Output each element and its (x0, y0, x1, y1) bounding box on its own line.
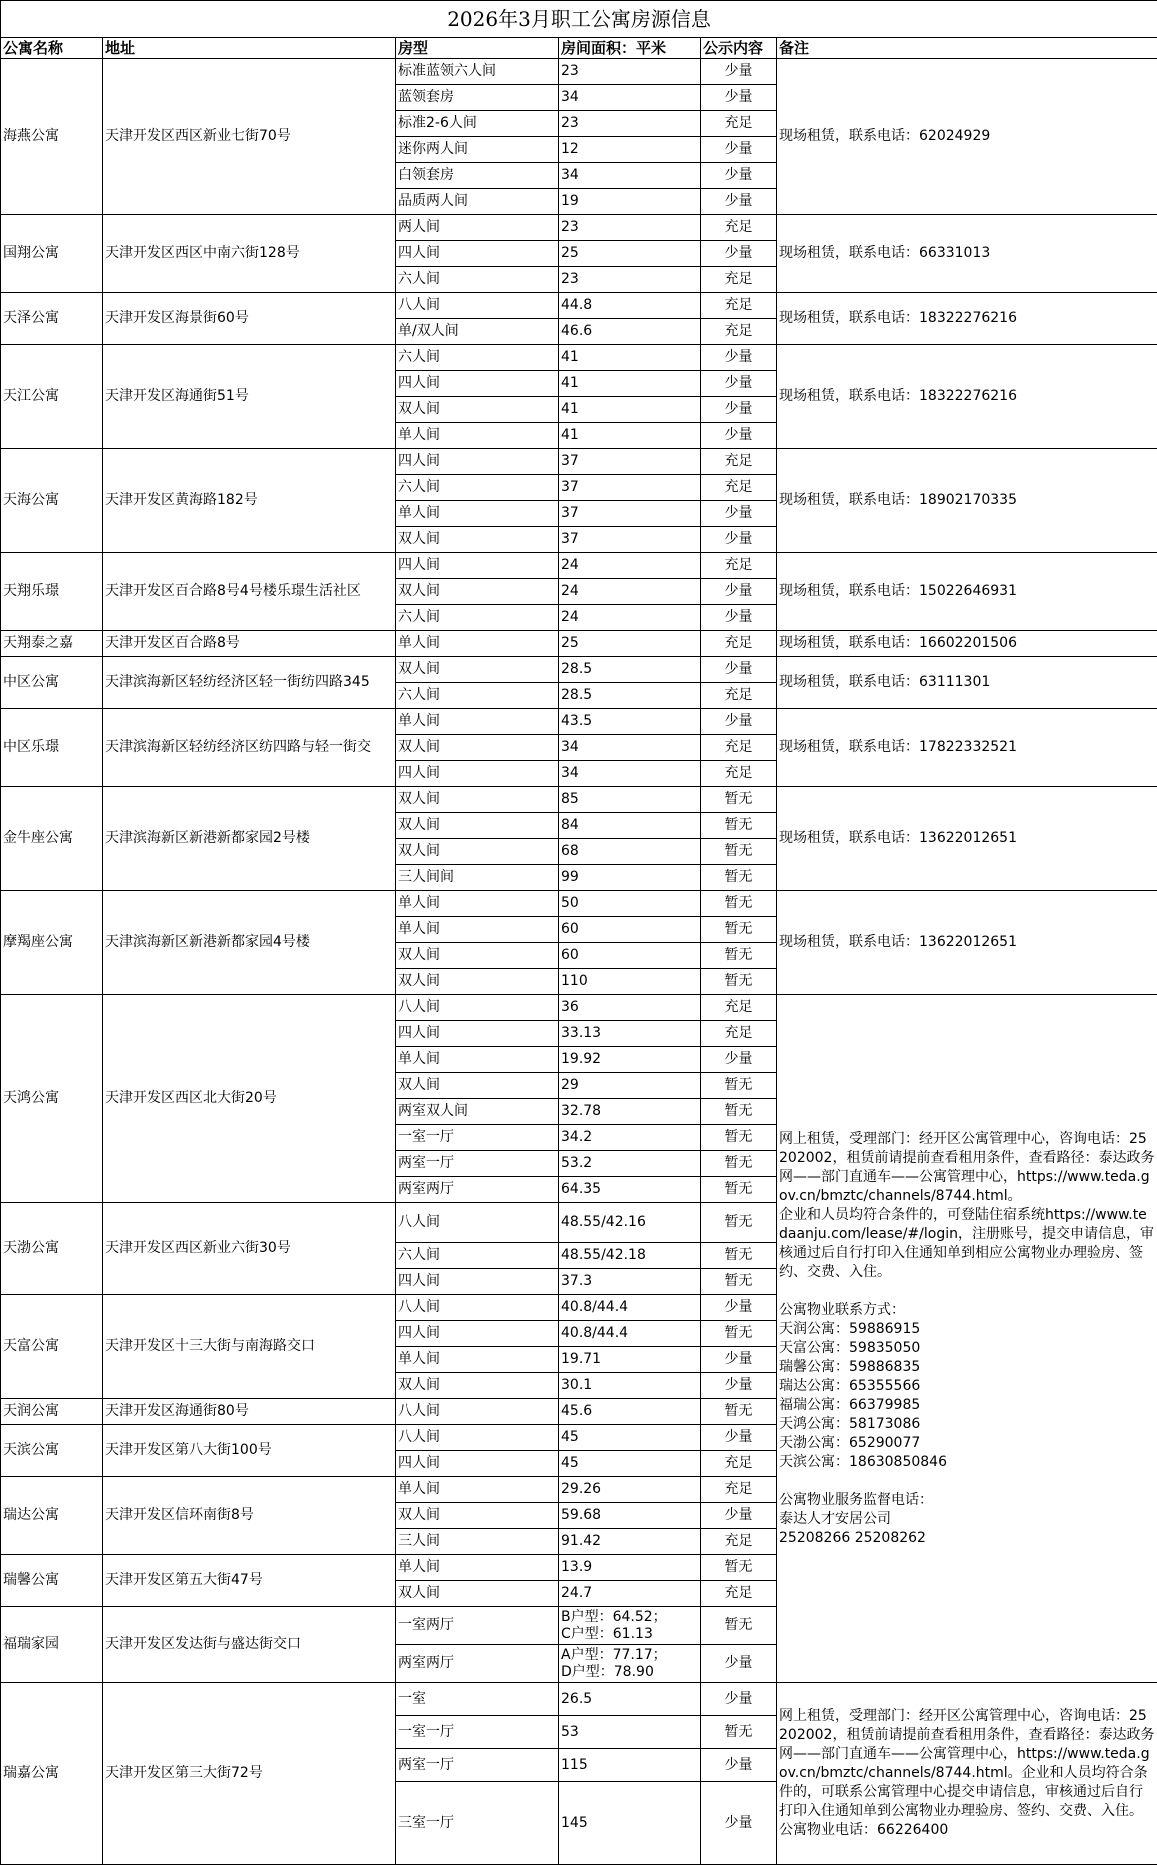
room-area: 19.92 (559, 1047, 701, 1073)
table-row (1, 709, 1157, 735)
room-area: 34.2 (559, 1125, 701, 1151)
room-area: 60 (559, 917, 701, 943)
room-area: 24 (559, 605, 701, 631)
room-status: 少量 (701, 345, 777, 371)
apartment-name: 天翔泰之嘉 (1, 631, 103, 657)
room-area: 36 (559, 995, 701, 1021)
table-row (1, 449, 1157, 475)
room-status: 暂无 (701, 1073, 777, 1099)
room-type: 双人间 (396, 657, 559, 683)
room-status: 暂无 (701, 839, 777, 865)
room-area: 99 (559, 865, 701, 891)
room-status: 暂无 (701, 1399, 777, 1425)
table-row (1, 657, 1157, 683)
note-cell: 现场租赁，联系电话：18902170335 (777, 449, 1157, 553)
room-area: 68 (559, 839, 701, 865)
apartment-name: 天渤公寓 (1, 1203, 103, 1295)
apartment-name: 天翔乐璟 (1, 553, 103, 631)
room-type: 四人间 (396, 1321, 559, 1347)
room-type: 单人间 (396, 709, 559, 735)
room-type: 六人间 (396, 605, 559, 631)
room-type: 双人间 (396, 735, 559, 761)
room-area: 45 (559, 1425, 701, 1451)
room-type: 单人间 (396, 1477, 559, 1503)
note-cell: 网上租赁，受理部门：经开区公寓管理中心，咨询电话：25202002，租赁前请提前查看租用条件，查看路径：泰达政务网——部门直通车——公寓管理中心，https://www.teda.gov.cn/bmztc/channels/8744.html。 企业和人员均符合条件的，可登陆住宿系统https://www.tedaanju.com/lease/#/login，注册账号，提交申请信息，审核通过后自行打印入住通知单到相应公寓物业办理验房、签约、交费、入住。 公寓物业联系方式： 天润公寓：59886915 天富公寓：59835050 瑞馨公寓：59886835 瑞达公寓：65355566 福瑞公寓：66379985 天鸿公寓：58173086 天渤公寓：65290077 天滨公寓：18630850846 公寓物业服务监督电话： 泰达人才安居公司 25208266 25208262 (777, 995, 1157, 1683)
note-cell: 现场租赁，联系电话：13622012651 (777, 891, 1157, 995)
room-status: 充足 (701, 1021, 777, 1047)
room-type: 四人间 (396, 761, 559, 787)
room-area: 53.2 (559, 1151, 701, 1177)
room-area: 37.3 (559, 1269, 701, 1295)
room-area: 46.6 (559, 319, 701, 345)
room-status: 少量 (701, 579, 777, 605)
room-area: 48.55/42.18 (559, 1243, 701, 1269)
apartment-address: 天津开发区西区中南六街128号 (103, 215, 396, 293)
room-area: 37 (559, 475, 701, 501)
room-area: 32.78 (559, 1099, 701, 1125)
room-type: 单人间 (396, 423, 559, 449)
room-status: 少量 (701, 371, 777, 397)
apartment-name: 福瑞家园 (1, 1607, 103, 1683)
sheet-title: 2026年3月职工公寓房源信息 (1, 1, 1157, 38)
apartment-address: 天津滨海新区新港新都家园2号楼 (103, 787, 396, 891)
apartment-name: 摩羯座公寓 (1, 891, 103, 995)
room-status: 充足 (701, 1529, 777, 1555)
note-cell: 现场租赁，联系电话：18322276216 (777, 345, 1157, 449)
room-area: 23 (559, 111, 701, 137)
note-cell: 现场租赁，联系电话：66331013 (777, 215, 1157, 293)
apartment-address: 天津滨海新区轻纺经济区纺四路与轻一街交 (103, 709, 396, 787)
room-area: 53 (559, 1716, 701, 1749)
table-row (1, 215, 1157, 241)
room-area: 145 (559, 1782, 701, 1865)
room-status: 少量 (701, 1503, 777, 1529)
room-area: 28.5 (559, 683, 701, 709)
room-status: 暂无 (701, 1125, 777, 1151)
room-type: 两室双人间 (396, 1099, 559, 1125)
room-status: 少量 (701, 657, 777, 683)
room-status: 少量 (701, 163, 777, 189)
room-type: 四人间 (396, 241, 559, 267)
header-status: 公示内容 (701, 38, 777, 59)
room-status: 充足 (701, 1477, 777, 1503)
room-area: 37 (559, 449, 701, 475)
room-status: 少量 (701, 189, 777, 215)
room-type: 双人间 (396, 943, 559, 969)
room-area: B户型：64.52； C户型：61.13 (559, 1607, 701, 1645)
note-cell: 现场租赁，联系电话：18322276216 (777, 293, 1157, 345)
room-type: 三室一厅 (396, 1782, 559, 1865)
room-area: 91.42 (559, 1529, 701, 1555)
note-cell: 网上租赁，受理部门：经开区公寓管理中心，咨询电话：25202002，租赁前请提前查看租用条件，查看路径：泰达政务网——部门直通车——公寓管理中心，https://www.teda.gov.cn/bmztc/channels/8744.html。企业和人员均符合条件的，可联系公寓管理中心提交申请信息，审核通过后自行打印入住通知单到公寓物业办理验房、签约、交费、入住。公寓物业电话：66226400 (777, 1683, 1157, 1865)
room-type: 六人间 (396, 267, 559, 293)
room-area: 84 (559, 813, 701, 839)
room-status: 少量 (701, 1782, 777, 1865)
room-status: 少量 (701, 605, 777, 631)
apartment-address: 天津开发区第八大街100号 (103, 1425, 396, 1477)
apartment-name: 金牛座公寓 (1, 787, 103, 891)
room-type: 双人间 (396, 969, 559, 995)
room-type: 单人间 (396, 1347, 559, 1373)
room-type: 一室一厅 (396, 1716, 559, 1749)
room-type: 四人间 (396, 449, 559, 475)
room-status: 少量 (701, 59, 777, 85)
room-type: 单人间 (396, 1555, 559, 1581)
room-type: 双人间 (396, 1373, 559, 1399)
room-area: 64.35 (559, 1177, 701, 1203)
room-area: 45 (559, 1451, 701, 1477)
room-type: 两室一厅 (396, 1749, 559, 1782)
apartment-name: 天江公寓 (1, 345, 103, 449)
room-type: 八人间 (396, 1203, 559, 1243)
room-type: 白领套房 (396, 163, 559, 189)
room-type: 八人间 (396, 1399, 559, 1425)
room-type: 双人间 (396, 787, 559, 813)
room-status: 暂无 (701, 1555, 777, 1581)
apartment-address: 天津开发区信环南街8号 (103, 1477, 396, 1555)
room-status: 充足 (701, 1451, 777, 1477)
room-type: 八人间 (396, 1425, 559, 1451)
note-cell: 现场租赁，联系电话：17822332521 (777, 709, 1157, 787)
room-type: 四人间 (396, 371, 559, 397)
apartment-name: 天鸿公寓 (1, 995, 103, 1203)
room-area: 26.5 (559, 1683, 701, 1716)
room-area: 41 (559, 345, 701, 371)
apartment-address: 天津开发区第三大街72号 (103, 1683, 396, 1865)
room-status: 暂无 (701, 787, 777, 813)
room-type: 品质两人间 (396, 189, 559, 215)
room-status: 少量 (701, 397, 777, 423)
apartment-name: 国翔公寓 (1, 215, 103, 293)
apartment-name: 天滨公寓 (1, 1425, 103, 1477)
room-area: 12 (559, 137, 701, 163)
room-type: 四人间 (396, 1021, 559, 1047)
room-type: 双人间 (396, 1503, 559, 1529)
room-type: 双人间 (396, 397, 559, 423)
apartment-address: 天津开发区黄海路182号 (103, 449, 396, 553)
room-area: 19.71 (559, 1347, 701, 1373)
room-area: 25 (559, 631, 701, 657)
room-area: 40.8/44.4 (559, 1321, 701, 1347)
apartment-name: 天富公寓 (1, 1295, 103, 1399)
room-area: 30.1 (559, 1373, 701, 1399)
note-cell: 现场租赁，联系电话：62024929 (777, 59, 1157, 215)
room-status: 充足 (701, 735, 777, 761)
room-type: 标准2-6人间 (396, 111, 559, 137)
room-status: 少量 (701, 709, 777, 735)
room-area: 34 (559, 163, 701, 189)
apartment-address: 天津开发区第五大街47号 (103, 1555, 396, 1607)
note-cell: 现场租赁，联系电话：16602201506 (777, 631, 1157, 657)
room-status: 暂无 (701, 1243, 777, 1269)
room-status: 充足 (701, 1581, 777, 1607)
room-type: 一室两厅 (396, 1607, 559, 1645)
room-type: 单人间 (396, 631, 559, 657)
apartment-address: 天津开发区海通街51号 (103, 345, 396, 449)
room-type: 标准蓝领六人间 (396, 59, 559, 85)
room-type: 两室两厅 (396, 1645, 559, 1683)
room-status: 少量 (701, 137, 777, 163)
apartment-name: 瑞达公寓 (1, 1477, 103, 1555)
room-area: 41 (559, 371, 701, 397)
room-area: 48.55/42.16 (559, 1203, 701, 1243)
room-status: 暂无 (701, 1099, 777, 1125)
table-row (1, 787, 1157, 813)
room-area: 33.13 (559, 1021, 701, 1047)
apartment-name: 天润公寓 (1, 1399, 103, 1425)
room-area: 24.7 (559, 1581, 701, 1607)
apartment-address: 天津开发区发达街与盛达街交口 (103, 1607, 396, 1683)
room-status: 少量 (701, 527, 777, 553)
apartment-address: 天津开发区西区新业七街70号 (103, 59, 396, 215)
table-row (1, 1683, 1157, 1716)
room-status: 暂无 (701, 1607, 777, 1645)
header-area: 房间面积：平米 (559, 38, 701, 59)
room-type: 双人间 (396, 1073, 559, 1099)
room-status: 暂无 (701, 1269, 777, 1295)
room-area: 37 (559, 527, 701, 553)
room-status: 充足 (701, 631, 777, 657)
room-area: 24 (559, 579, 701, 605)
room-area: 45.6 (559, 1399, 701, 1425)
room-area: 34 (559, 735, 701, 761)
table-row (1, 995, 1157, 1021)
room-status: 充足 (701, 215, 777, 241)
room-area: 59.68 (559, 1503, 701, 1529)
room-type: 四人间 (396, 553, 559, 579)
table-row (1, 631, 1157, 657)
room-status: 暂无 (701, 1151, 777, 1177)
room-type: 单人间 (396, 917, 559, 943)
room-status: 暂无 (701, 969, 777, 995)
room-status: 充足 (701, 995, 777, 1021)
room-area: 34 (559, 761, 701, 787)
room-type: 六人间 (396, 475, 559, 501)
room-type: 双人间 (396, 1581, 559, 1607)
room-area: 34 (559, 85, 701, 111)
room-type: 三人间 (396, 1529, 559, 1555)
room-type: 蓝领套房 (396, 85, 559, 111)
room-type: 单人间 (396, 501, 559, 527)
room-status: 暂无 (701, 1716, 777, 1749)
room-type: 六人间 (396, 1243, 559, 1269)
apartment-name: 天海公寓 (1, 449, 103, 553)
room-area: 29 (559, 1073, 701, 1099)
apartment-address: 天津开发区西区新业六街30号 (103, 1203, 396, 1295)
room-type: 两室一厅 (396, 1151, 559, 1177)
room-area: 110 (559, 969, 701, 995)
room-status: 少量 (701, 1683, 777, 1716)
room-status: 暂无 (701, 1203, 777, 1243)
room-status: 充足 (701, 319, 777, 345)
room-area: 28.5 (559, 657, 701, 683)
room-area: 29.26 (559, 1477, 701, 1503)
room-status: 少量 (701, 1425, 777, 1451)
room-area: 23 (559, 267, 701, 293)
room-type: 双人间 (396, 813, 559, 839)
table-row (1, 59, 1157, 85)
room-status: 充足 (701, 683, 777, 709)
room-type: 单/双人间 (396, 319, 559, 345)
room-area: 25 (559, 241, 701, 267)
header-name: 公寓名称 (1, 38, 103, 59)
header-room-type: 房型 (396, 38, 559, 59)
table-row (1, 293, 1157, 319)
room-area: 41 (559, 423, 701, 449)
room-area: 23 (559, 59, 701, 85)
room-status: 暂无 (701, 813, 777, 839)
room-status: 充足 (701, 449, 777, 475)
note-cell: 现场租赁，联系电话：13622012651 (777, 787, 1157, 891)
room-type: 八人间 (396, 1295, 559, 1321)
apartment-name: 海燕公寓 (1, 59, 103, 215)
apartment-address: 天津开发区海通街80号 (103, 1399, 396, 1425)
room-type: 两室两厅 (396, 1177, 559, 1203)
note-cell: 现场租赁，联系电话：63111301 (777, 657, 1157, 709)
header-note: 备注 (777, 38, 1157, 59)
table-row (1, 891, 1157, 917)
room-type: 双人间 (396, 839, 559, 865)
room-type: 六人间 (396, 345, 559, 371)
room-area: 37 (559, 501, 701, 527)
room-status: 充足 (701, 111, 777, 137)
room-type: 六人间 (396, 683, 559, 709)
room-type: 四人间 (396, 1269, 559, 1295)
room-area: 19 (559, 189, 701, 215)
room-status: 少量 (701, 1295, 777, 1321)
room-area: 44.8 (559, 293, 701, 319)
room-area: 43.5 (559, 709, 701, 735)
room-type: 双人间 (396, 527, 559, 553)
apartment-address: 天津开发区海景街60号 (103, 293, 396, 345)
room-status: 暂无 (701, 865, 777, 891)
room-status: 充足 (701, 475, 777, 501)
room-type: 一室 (396, 1683, 559, 1716)
room-type: 迷你两人间 (396, 137, 559, 163)
apartment-name: 中区乐璟 (1, 709, 103, 787)
room-status: 充足 (701, 267, 777, 293)
room-status: 少量 (701, 1347, 777, 1373)
room-type: 单人间 (396, 1047, 559, 1073)
room-status: 暂无 (701, 891, 777, 917)
room-status: 少量 (701, 423, 777, 449)
room-status: 少量 (701, 1047, 777, 1073)
room-area: 23 (559, 215, 701, 241)
apartment-address: 天津开发区西区北大街20号 (103, 995, 396, 1203)
room-area: 85 (559, 787, 701, 813)
table-row (1, 345, 1157, 371)
room-status: 暂无 (701, 1321, 777, 1347)
room-area: 13.9 (559, 1555, 701, 1581)
room-status: 少量 (701, 1645, 777, 1683)
room-type: 单人间 (396, 891, 559, 917)
room-area: 50 (559, 891, 701, 917)
room-status: 少量 (701, 241, 777, 267)
room-type: 八人间 (396, 293, 559, 319)
room-status: 充足 (701, 293, 777, 319)
room-area: 60 (559, 943, 701, 969)
apartment-name: 瑞馨公寓 (1, 1555, 103, 1607)
apartment-address: 天津滨海新区轻纺经济区轻一街纺四路345 (103, 657, 396, 709)
room-area: 40.8/44.4 (559, 1295, 701, 1321)
room-status: 暂无 (701, 1177, 777, 1203)
table-row (1, 553, 1157, 579)
room-type: 双人间 (396, 579, 559, 605)
apartment-address: 天津开发区十三大街与南海路交口 (103, 1295, 396, 1399)
apartment-address: 天津开发区百合路8号 (103, 631, 396, 657)
room-area: 24 (559, 553, 701, 579)
room-type: 一室一厅 (396, 1125, 559, 1151)
apartment-name: 天泽公寓 (1, 293, 103, 345)
note-cell: 现场租赁，联系电话：15022646931 (777, 553, 1157, 631)
room-area: A户型：77.17； D户型：78.90 (559, 1645, 701, 1683)
room-status: 少量 (701, 501, 777, 527)
room-status: 少量 (701, 1749, 777, 1782)
apartment-name: 瑞嘉公寓 (1, 1683, 103, 1865)
room-status: 暂无 (701, 917, 777, 943)
room-status: 充足 (701, 761, 777, 787)
room-area: 41 (559, 397, 701, 423)
room-status: 少量 (701, 85, 777, 111)
room-type: 四人间 (396, 1451, 559, 1477)
room-type: 两人间 (396, 215, 559, 241)
room-status: 暂无 (701, 943, 777, 969)
room-area: 115 (559, 1749, 701, 1782)
room-type: 八人间 (396, 995, 559, 1021)
room-type: 三人间间 (396, 865, 559, 891)
apartment-name: 中区公寓 (1, 657, 103, 709)
header-address: 地址 (103, 38, 396, 59)
room-status: 充足 (701, 553, 777, 579)
apartment-address: 天津开发区百合路8号4号楼乐璟生活社区 (103, 553, 396, 631)
room-status: 少量 (701, 1373, 777, 1399)
apartment-address: 天津滨海新区新港新都家园4号楼 (103, 891, 396, 995)
